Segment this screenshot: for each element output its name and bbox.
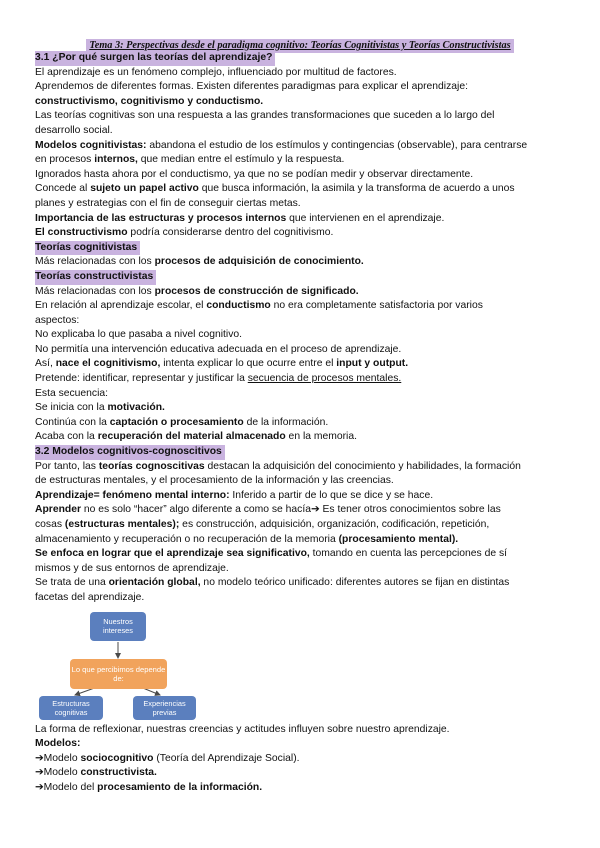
paragraph: El constructivismo podría considerarse dentro del cognitivismo. [35,227,334,239]
paragraph: Modelos: [35,738,81,750]
diagram-box-intereses: Nuestros intereses [90,612,146,641]
paragraph: En relación al aprendizaje escolar, el conductismo no era completamente satisfactoria por varios [35,300,483,312]
paragraph: constructivismo, cognitivismo y conductismo. [35,95,264,107]
paragraph: cosas (estructuras mentales); es construcción, adquisición, organización, codificación, repetición, [35,519,490,530]
section-heading-3-2: 3.2 Modelos cognitivos-cognoscitivos [35,445,225,460]
paragraph: aspectos: [35,314,80,326]
paragraph: planes y estrategias con el fin de conseguir ciertas metas. [35,197,301,209]
list-item: ➔Modelo del procesamiento de la información. [35,781,263,793]
paragraph: en procesos internos, que median entre el estímulo y la respuesta. [35,154,345,166]
paragraph: Se enfoca en lograr que el aprendizaje sea significativo, tomando en cuenta las percepciones de sí [35,548,508,560]
diagram-box-estructuras: Estructuras cognitivas [39,696,103,720]
paragraph: Más relacionadas con los procesos de adquisición de conocimiento. [35,256,364,268]
paragraph: Ignorados hasta ahora por el conductismo, ya que no se podían medir y observar directamente. [35,168,474,180]
document-title: Tema 3: Perspectivas desde el paradigma cognitivo: Teorías Cognitivistas y Teorías Constructivistas [86,39,513,53]
paragraph: No permitía una intervención educativa adecuada en el proceso de aprendizaje. [35,343,402,355]
arrow-icon: ➔ [35,781,44,793]
paragraph: Así, nace el cognitivismo, intenta explicar lo que ocurre entre el input y output. [35,358,409,370]
paragraph: Las teorías cognitivas son una respuesta a las grandes transformaciones que suceden a lo largo del [35,110,495,122]
paragraph: Aprender no es solo “hacer” algo diferente a como se hacía➔ Es tener otros conocimientos sobre las [35,504,501,516]
paragraph: Se inicia con la motivación. [35,402,165,414]
paragraph: No explicaba lo que pasaba a nivel cognitivo. [35,329,243,341]
arrow-icon: ➔ [35,767,44,779]
diagram-box-center: Lo que percibimos depende de: [70,659,167,689]
document-body [35,51,567,796]
paragraph: Modelos cognitivistas: abandona el estudio de los estímulos y contingencias (observable), para centrarse [35,139,528,151]
arrow-icon: ➔ [35,752,44,764]
paragraph: de estructuras mentales, y el procesamiento de la información y las creencias. [35,475,394,487]
subheading-teorias-constructivistas: Teorías constructivistas [35,270,156,285]
paragraph: Acaba con la recuperación del material almacenado en la memoria. [35,431,357,443]
section-heading-3-1: 3.1 ¿Por qué surgen las teorías del aprendizaje? [35,51,275,66]
paragraph: Más relacionadas con los procesos de construcción de significado. [35,285,359,297]
paragraph: Continúa con la captación o procesamiento de la información. [35,416,329,428]
paragraph: El aprendizaje es un fenómeno complejo, influenciado por multitud de factores. [35,66,397,78]
subheading-teorias-cognitivistas: Teorías cognitivistas [35,241,140,256]
paragraph: Esta secuencia: [35,387,109,399]
paragraph: facetas del aprendizaje. [35,591,145,603]
perception-diagram [35,606,567,723]
paragraph: desarrollo social. [35,124,113,136]
paragraph: Aprendemos de diferentes formas. Existen diferentes paradigmas para explicar el aprendizaje: [35,81,468,93]
paragraph: Aprendizaje= fenómeno mental interno: Inferido a partir de lo que se dice y se hace. [35,489,434,501]
paragraph: Pretende: identificar, representar y justificar la secuencia de procesos mentales. [35,373,402,385]
paragraph: Por tanto, las teorías cognoscitivas destacan la adquisición del conocimiento y habilidades, la formación [35,460,521,472]
list-item: ➔Modelo constructivista. [35,767,157,779]
paragraph: mismos y de sus entornos de aprendizaje. [35,562,229,574]
paragraph: La forma de reflexionar, nuestras creencias y actitudes influyen sobre nuestro aprendizaje. [35,723,450,735]
paragraph: almacenamiento y recuperación o no recuperación de la memoria (procesamiento mental). [35,533,459,545]
paragraph: Se trata de una orientación global, no modelo teórico unificado: diferentes autores se fijan en distintas [35,577,510,589]
diagram-box-experiencias: Experiencias previas [133,696,196,720]
list-item: ➔Modelo sociocognitivo (Teoría del Aprendizaje Social). [35,752,300,764]
paragraph: Importancia de las estructuras y procesos internos que intervienen en el aprendizaje. [35,212,445,224]
paragraph: Concede al sujeto un papel activo que busca información, la asimila y la transforma de acuerdo a unos [35,183,515,195]
